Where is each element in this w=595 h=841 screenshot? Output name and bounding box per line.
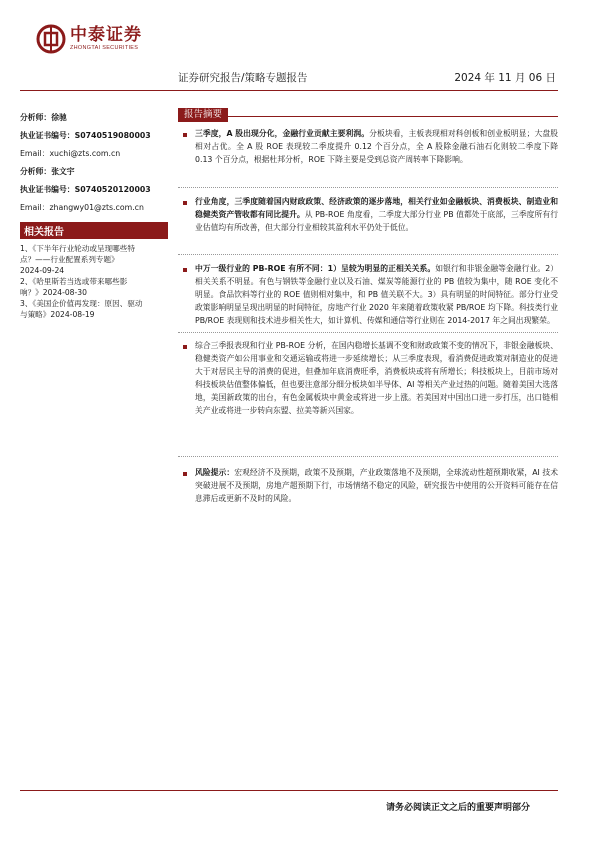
analyst-2-cert-number: S0740520120003 (74, 184, 151, 194)
header-divider (20, 90, 558, 91)
paragraph-divider (178, 332, 558, 333)
summary-section-tab (178, 102, 558, 120)
analyst-1-name: 徐驰 (51, 112, 67, 122)
analyst-1-email-link[interactable]: xuchi@zts.com.cn (49, 148, 121, 158)
analyst-2-cert: 执业证书编号： S0740520120003 (20, 184, 151, 194)
related-report-line[interactable]: 1、《下半年行业轮动或呈现哪些特 (20, 244, 135, 253)
summary-paragraph-2: 行业角度，三季度随着国内财政政策、经济政策的逐步落地，相关行业如金融板块、消费板块、制造业和稳健类资产管收都有同比提升。从 PB-ROE 角度看，二季度大部分行业 PB 值都处于底部，三季度所有行业估值均有所改善，但大部分行业相较其盈利水平仍处于低位。 (195, 197, 558, 232)
risk-warning-paragraph: 风险提示：宏观经济不及预期，政策不及预期，产业政策落地不及预期，全球流动性超预期收紧，AI 技术突破进展不及预期，房地产超预期下行，市场情绪不稳定的风险，研究报告中使用的公开资料可能存在信息滞后或更新不及时的风险。 (195, 468, 559, 503)
disclaimer-footer[interactable]: 请务必阅读正文之后的重要声明部分 (386, 803, 531, 813)
summary-paragraph-3: 中万一级行业的 PB-ROE 有所不同：1）呈较为明显的正相关关系。如银行和非银金融等金融行业。2）相关关系不明显。有色与钢铁等金融行业以及石油、煤炭等能源行业的 PB 值较为集中，随 ROE 变化不明显。食品饮料等行业的 ROE 值则相对集中，和 PB 值关联不大。3）具有明显的时间特征。部分行业受政策影响明显呈现出明显的时间特征，房地产行业 2020 年来随着政策收紧 PB/ROE 均下降。科技类行业 PB/ROE 表现则和技术进步相关性大，如计算机、传媒和通信等行业则在 2014-2017 年之间出现繁荣。 (195, 264, 559, 325)
related-report-line[interactable]: 3、《美国企价值再发现：原因、驱动 (20, 299, 143, 308)
related-reports-list (20, 243, 168, 320)
summary-label: 报告摘要 (178, 108, 228, 122)
analyst-2-email-link[interactable]: zhangwy01@zts.com.cn (49, 202, 144, 212)
logo-name-cn: 中泰证券 (70, 24, 142, 45)
report-date: 2024 年 11 月 06 日 (454, 72, 556, 84)
report-header (178, 70, 556, 85)
paragraph-divider (178, 187, 558, 188)
paragraph-divider (178, 456, 558, 457)
summary-paragraph-4: 综合三季报表现和行业 PB-ROE 分析，在国内稳增长基调不变和财政政策不变的情况下，非银金融板块、稳健类资产如公用事业和交通运输或将进一步延续增长；从三季度表现，看消费促进政策对制造业的促进大于对居民主导的消费的促进，但叠加年底消费旺季，消费板块或将有所增长；科技板块上，目前市场对科技板块估值整体偏低，但也要注意部分细分板块如半导体、AI 等相关产业过热的问题。随着美国大选落地，美国新政策的出台，有色金属板块中黄金或将进一步上涨。若美国对中国出口进一步打压，出口链相关产业或将进一步转向东盟、拉美等新兴国家。 (195, 341, 558, 415)
logo-mark-icon (36, 24, 66, 54)
paragraph-divider (178, 254, 558, 255)
summary-paragraph-1: 三季度，A 股出现分化，金融行业贡献主要利润。分板块看，主板表现相对科创板和创业板明显；大盘股相对占优。全 A 股 ROE 表现较二季度提升 0.12 个百分点，全 A 股除金融石油石化则较二季度下降 0.13 个百分点，根据杜邦分析，ROE 下降主要是受到总资产周转率下降影响。 (195, 129, 558, 164)
analyst-1-email: Email： xuchi@zts.com.cn (20, 148, 121, 158)
analyst-2-email: Email： zhangwy01@zts.com.cn (20, 202, 144, 212)
analyst-1-cert: 执业证书编号： S0740519080003 (20, 130, 151, 140)
related-report-line: 2024-09-24 (20, 266, 65, 275)
related-report-line[interactable]: 响？》2024-08-30 (20, 288, 87, 297)
sidebar (20, 108, 168, 320)
analyst-2-role: 分析师： 张文宇 (20, 166, 75, 176)
related-report-line[interactable]: 点？——行业配置系列专题》 (20, 255, 119, 264)
report-type: 证券研究报告/策略专题报告 (178, 72, 308, 84)
analyst-1-role: 分析师： 徐驰 (20, 112, 67, 122)
company-logo (36, 22, 166, 56)
analyst-2-name: 张文宇 (51, 166, 75, 176)
related-report-line[interactable]: 与策略》2024-08-19 (20, 310, 95, 319)
footer-divider (20, 790, 558, 791)
logo-name-en: ZHONGTAI SECURITIES (70, 44, 139, 51)
related-report-line[interactable]: 2、《哈里斯若当选或带来哪些影 (20, 277, 128, 286)
analyst-1-cert-number: S0740519080003 (74, 130, 151, 140)
related-reports-heading: 相关报告 (20, 222, 168, 239)
